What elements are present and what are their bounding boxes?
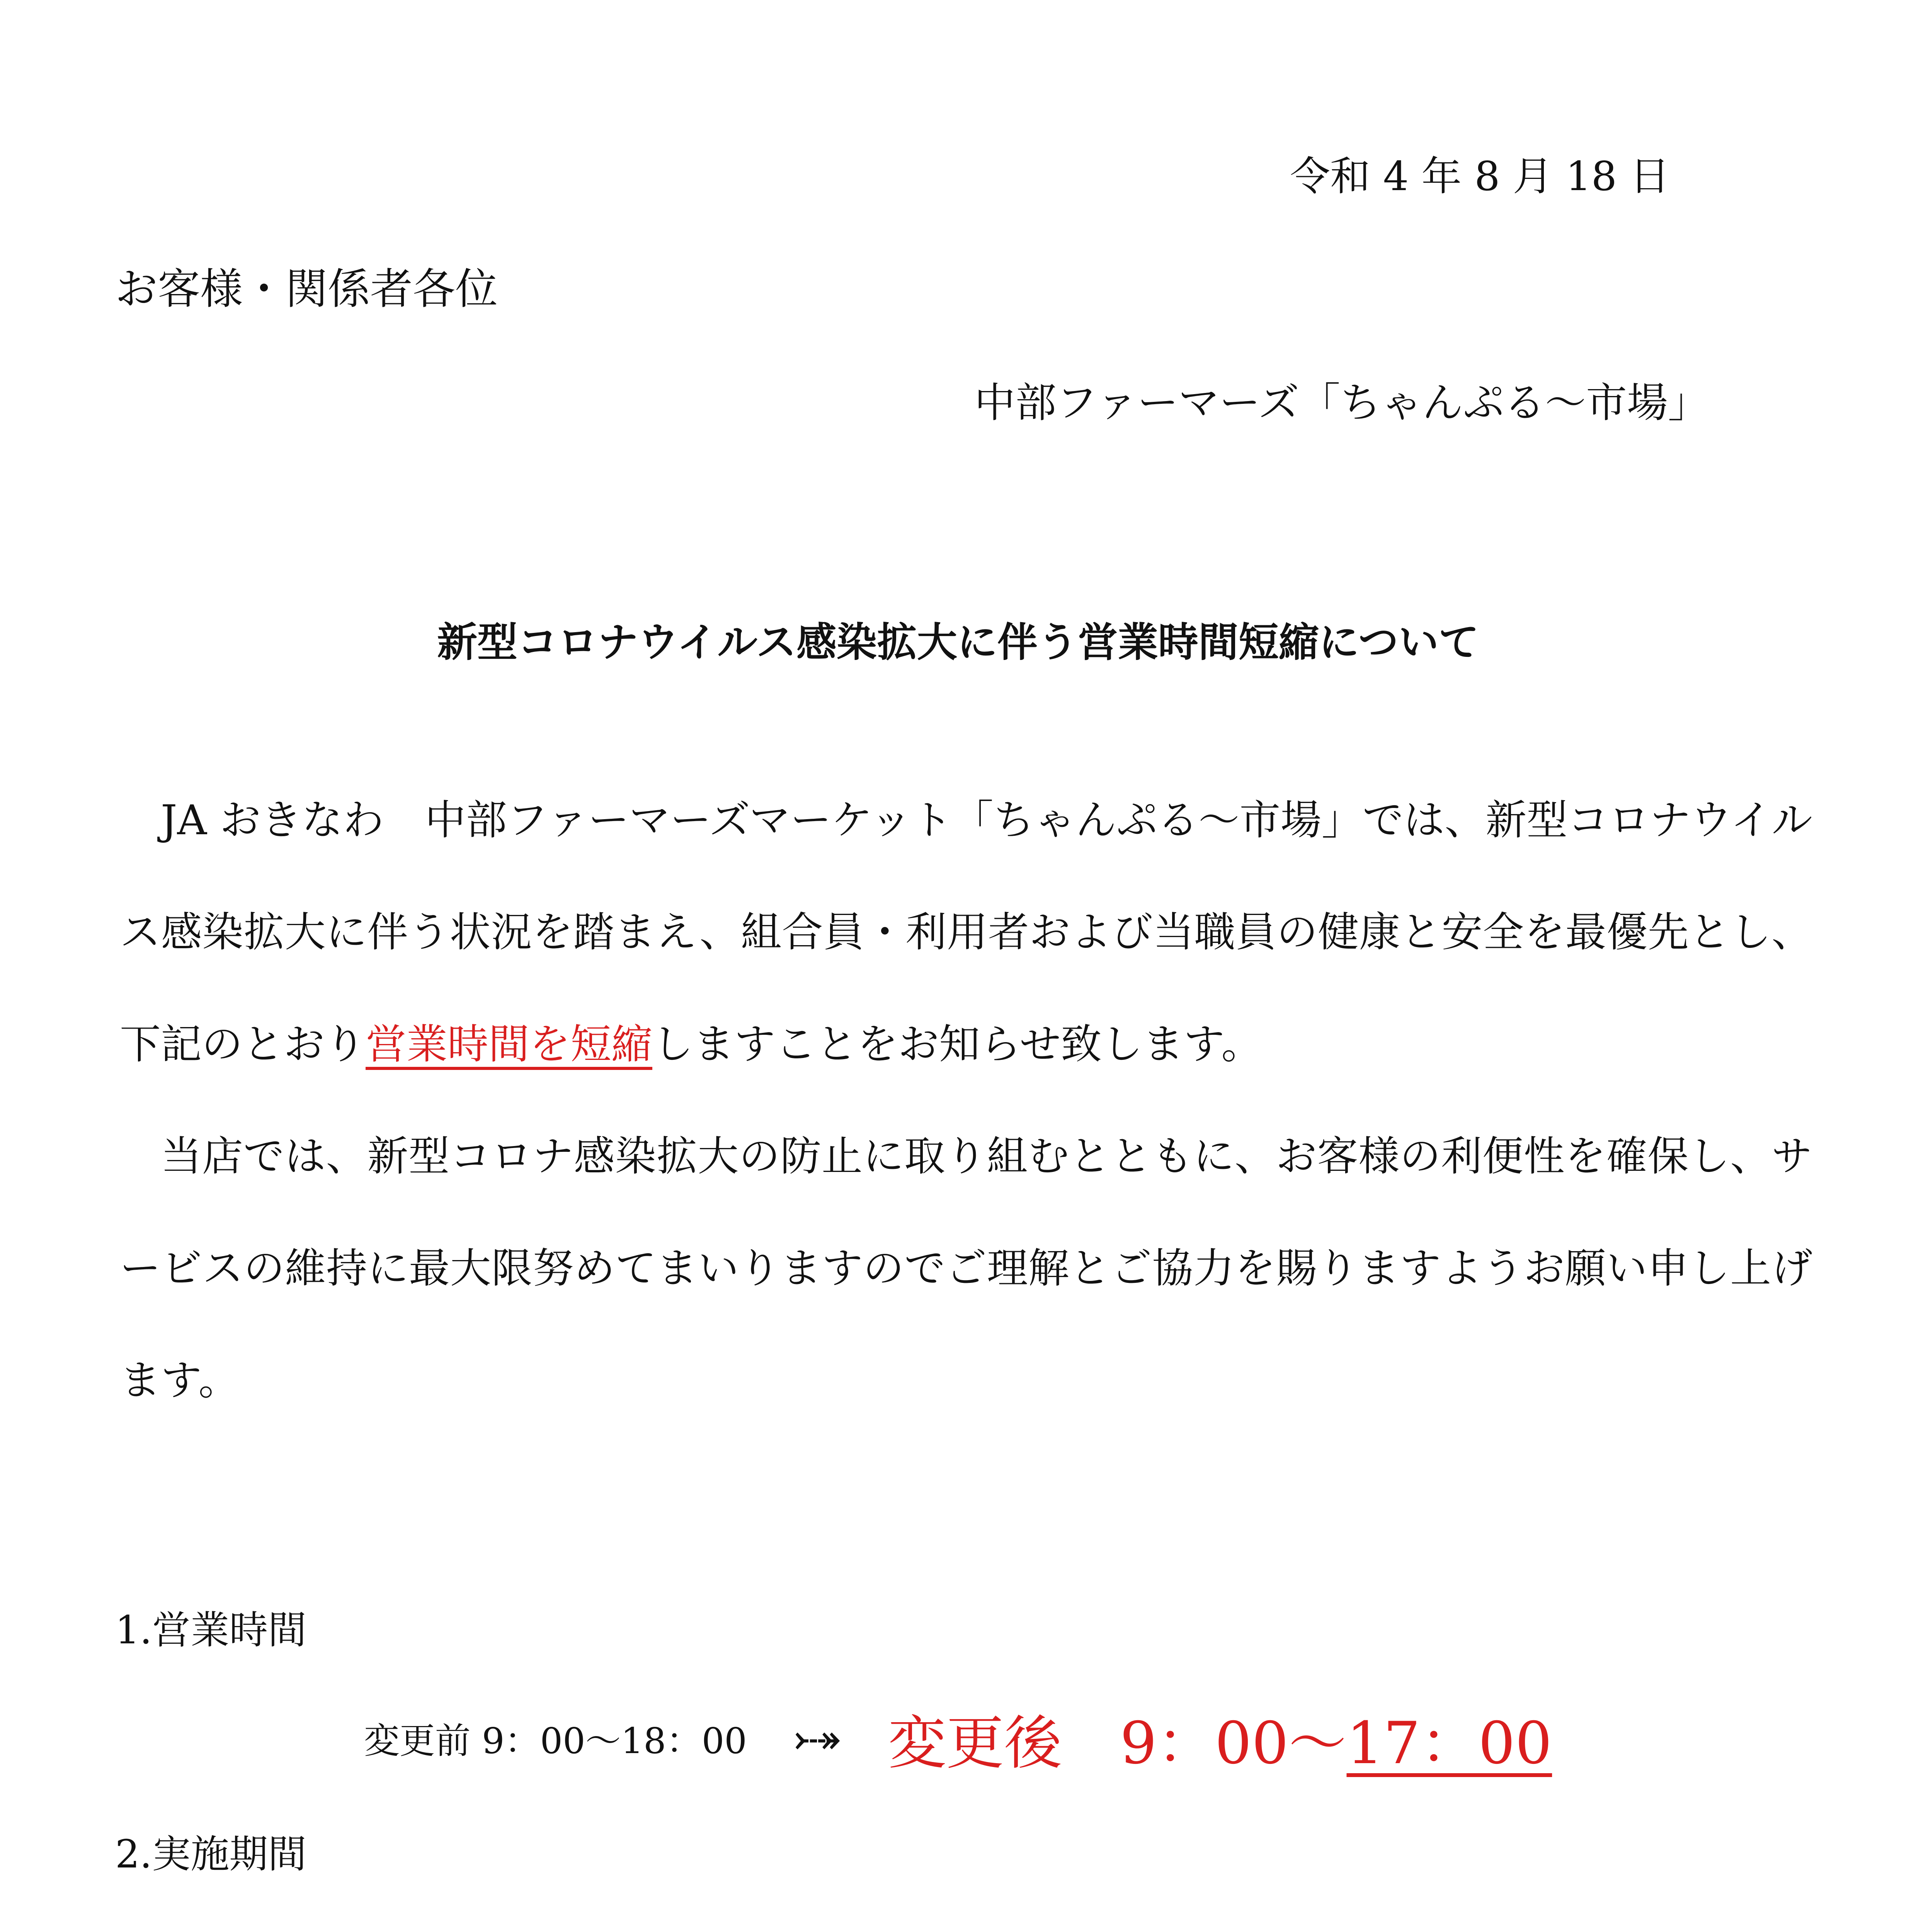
hours-after [888,1710,1552,1777]
body-paragraph-2: 当店では、新型コロナ感染拡大の防止に取り組むとともに、お客様の利便性を確保し、サービスの維持に最大限努めてまいりますのでご理解とご協力を賜りますようお願い申し上げます。 [120,1133,1812,1404]
paragraph-1-text-end: しますことをお知らせ致します。 [652,1020,1263,1068]
body-paragraph-1 [120,764,1812,1100]
section-2-heading: 2.実施期間 [115,1832,307,1877]
addressee: お客様・関係者各位 [115,264,498,314]
highlight-hours-shortened: 営業時間を短縮 [366,1020,652,1068]
double-arrow-right-icon: ⤐ [795,1716,840,1759]
sender-name: 中部ファーマーズ「ちゃんぷる～市場」 [974,379,1709,427]
paragraph-1-text: JA おきなわ 中部ファーマーズマーケット「ちゃんぷる～市場」では、新型コロナウイルス感染拡大に伴う状況を踏まえ、組合員・利用者および当職員の健康と安全を最優先とし、下記のとおり [120,796,1812,1068]
business-hours-change [0,1696,1916,1780]
notice-date: 令和 4 年 8 月 18 日 [1290,153,1670,200]
hours-after-end-time: 17：00 [1346,1710,1552,1777]
hours-after-label: 変更後 9：00～ [888,1710,1347,1777]
hours-before: 変更前 9：00～18：00 [364,1720,747,1762]
section-1-heading: 1.営業時間 [115,1607,307,1653]
notice-title: 新型コロナウイルス感染拡大に伴う営業時間短縮について [437,618,1479,666]
